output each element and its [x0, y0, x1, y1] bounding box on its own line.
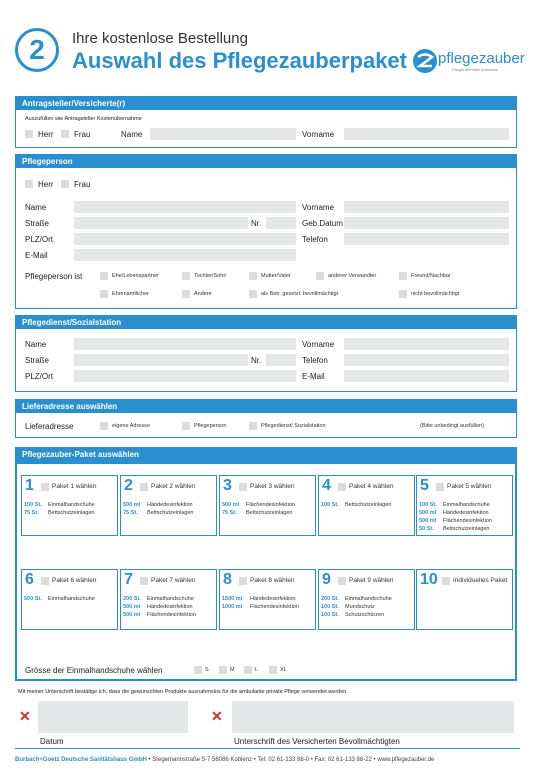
email-label: E-Mail — [302, 372, 325, 381]
verwandter-label: anderer Verwandter — [328, 273, 377, 279]
ehrenamt-label: Ehrenamtlicher — [112, 291, 149, 297]
package-item: 100 St. Schutzschürzen — [321, 612, 385, 618]
geb-label: Geb.Datum — [302, 219, 343, 228]
frau-label: Frau — [74, 180, 91, 189]
footer-divider — [15, 748, 520, 749]
nr-field[interactable] — [266, 354, 296, 366]
section-pflegedienst — [15, 315, 517, 392]
frau-checkbox[interactable] — [61, 180, 69, 188]
consent-text: Mit meiner Unterschrift bestätige ich, dass die gewünschten Produkte ausnahmslos für die ambulante private Pflege verwendet werden. — [18, 689, 348, 695]
size-xl-checkbox[interactable] — [269, 666, 277, 674]
package-number: 2 — [124, 477, 133, 494]
andere-checkbox[interactable] — [182, 290, 190, 298]
nicht-bevollmaechtigt-label: nicht bevollmächtigt — [411, 291, 460, 297]
section-title: Pflegeperson — [16, 155, 516, 168]
pflegeperson-label: Pflegeperson — [194, 423, 227, 429]
package-item: 75 St. Bettschutzeinlagen — [24, 510, 95, 516]
package-item: 75 St. Bettschutzeinlagen — [123, 510, 194, 516]
liefer-label: Lieferadresse — [25, 422, 74, 431]
package-item: 200 St. Einmalhandschuhe — [321, 596, 392, 602]
freund-checkbox[interactable] — [399, 272, 407, 280]
email-label: E-Mail — [25, 251, 48, 260]
nr-field[interactable] — [266, 217, 296, 229]
section-antragsteller — [15, 96, 517, 148]
package-label: Paket 9 wählen — [349, 577, 394, 584]
package-label: Paket 2 wählen — [151, 483, 196, 490]
header — [0, 0, 535, 90]
email-field[interactable] — [74, 249, 296, 261]
package-9[interactable] — [318, 569, 415, 630]
package-item: 500 ml Händedesinfektion — [123, 502, 193, 508]
pflegedienst-label: Pflegedienst/ Sozialstation — [261, 423, 326, 429]
package-item: 500 ml Flächendesinfektion — [123, 612, 196, 618]
freund-label: Freund/Nachbar — [411, 273, 451, 279]
vorname-label: Vorname — [302, 340, 335, 349]
package-number: 8 — [223, 571, 232, 588]
size-xl-label: XL — [280, 667, 287, 673]
name-field[interactable] — [74, 338, 296, 350]
signature-field[interactable] — [232, 701, 514, 733]
package-checkbox[interactable] — [140, 577, 148, 585]
package-checkbox[interactable] — [239, 577, 247, 585]
package-label: Paket 7 wählen — [151, 577, 196, 584]
section-paket — [15, 447, 517, 681]
geb-field[interactable] — [344, 217, 509, 229]
package-number: 10 — [420, 571, 438, 588]
package-label: Paket 4 wählen — [349, 483, 394, 490]
package-8[interactable] — [219, 569, 316, 630]
vorname-field[interactable] — [344, 201, 509, 213]
package-3[interactable] — [219, 475, 316, 536]
package-5[interactable] — [416, 475, 513, 536]
package-checkbox[interactable] — [140, 483, 148, 491]
package-1[interactable] — [21, 475, 118, 536]
section-title: Pflegedienst/Sozialstation — [16, 316, 516, 329]
herr-checkbox[interactable] — [25, 180, 33, 188]
package-2[interactable] — [120, 475, 217, 536]
package-10[interactable] — [416, 569, 513, 630]
bevollmaechtigt-checkbox[interactable] — [249, 290, 257, 298]
size-l-label: L — [255, 667, 259, 673]
eigene-adresse-checkbox[interactable] — [100, 422, 108, 430]
antrag-hint: Auszufüllen wie Antragsteller Kostenübernahme — [25, 116, 142, 122]
telefon-field[interactable] — [344, 233, 509, 245]
ehe-checkbox[interactable] — [100, 272, 108, 280]
vorname-label: Vorname — [302, 130, 335, 139]
package-number: 3 — [223, 477, 232, 494]
page-title: Auswahl des Pflegezauberpaket — [72, 48, 407, 73]
name-label: Name — [25, 203, 47, 212]
ist-label: Pflegeperson ist — [25, 272, 83, 281]
herr-label: Herr — [38, 180, 54, 189]
package-number: 9 — [322, 571, 331, 588]
signature-label: Unterschrift des Versicherten Bevollmächtigten — [234, 737, 400, 746]
eigene-adresse-label: eigene Adresse — [112, 423, 150, 429]
plz-field[interactable] — [74, 370, 296, 382]
package-item: 500 ml Flächendesinfektion — [222, 502, 295, 508]
logo-sub: Pflegehilfsmittel kostenlos — [452, 67, 499, 72]
package-item: 500 ml Händedesinfektion — [123, 604, 193, 610]
tochter-label: Tochter/Sohn — [194, 273, 227, 279]
section-title: Antragsteller/Versicherte(r) — [16, 97, 516, 110]
package-item: 1000 ml Flächendesinfektion — [222, 604, 299, 610]
nicht-bevollmaechtigt-checkbox[interactable] — [399, 290, 407, 298]
ehe-label: Ehe/Lebenspartner — [112, 273, 159, 279]
size-m-checkbox[interactable] — [219, 666, 227, 674]
package-6[interactable] — [21, 569, 118, 630]
footer — [15, 757, 434, 763]
verwandter-checkbox[interactable] — [316, 272, 324, 280]
package-checkbox[interactable] — [442, 577, 450, 585]
package-checkbox[interactable] — [41, 483, 49, 491]
datum-label: Datum — [40, 737, 64, 746]
plz-label: PLZ/Ort — [25, 235, 54, 244]
footer-address: • Stegemannstraße 5-7 56086 Koblenz • Tel: 02 61-133 88-0 • Fax: 02 61-133 88-22 • www.pflegezauber.de — [146, 757, 435, 763]
nr-label: Nr. — [251, 219, 262, 228]
name-label: Name — [25, 340, 47, 349]
ehrenamt-checkbox[interactable] — [100, 290, 108, 298]
sign-mark-icon: ✕ — [19, 708, 31, 724]
package-checkbox[interactable] — [338, 577, 346, 585]
section-title: Pflegezauber-Paket auswählen — [16, 448, 516, 461]
section-lieferadresse — [15, 399, 517, 438]
package-number: 7 — [124, 571, 133, 588]
section-pflegeperson — [15, 154, 517, 309]
package-label: Paket 3 wählen — [250, 483, 295, 490]
strasse-label: Straße — [25, 219, 50, 228]
package-item: 100 St. Mundschutz — [321, 604, 375, 610]
package-number: 5 — [420, 477, 429, 494]
package-item: 1500 ml Händedesinfektion — [222, 596, 296, 602]
package-item: 500 ml Flächendesinfektion — [419, 518, 492, 524]
telefon-label: Telefon — [302, 235, 328, 244]
herr-checkbox[interactable] — [25, 130, 33, 138]
email-field[interactable] — [344, 370, 509, 382]
size-s-checkbox[interactable] — [194, 666, 202, 674]
sign-mark-icon: ✕ — [211, 708, 223, 724]
logo-icon — [412, 48, 438, 74]
package-label: Paket 5 wählen — [447, 483, 492, 490]
nr-label: Nr. — [251, 356, 262, 365]
frau-label: Frau — [74, 130, 91, 139]
package-number: 1 — [25, 477, 34, 494]
package-item: 500 ml Händedesinfektion — [419, 510, 489, 516]
plz-label: PLZ/Ort — [25, 372, 54, 381]
andere-label: Andere — [194, 291, 212, 297]
package-item: 100 St. Einmalhandschuhe — [419, 502, 490, 508]
footer-company: Burbach+Goetz Deutsche Sanitätshaus GmbH — [15, 757, 147, 763]
strasse-label: Straße — [25, 356, 50, 365]
glove-size-label: Grösse der Einmalhandschuhe wählen — [25, 666, 163, 675]
plz-field[interactable] — [74, 233, 296, 245]
package-checkbox[interactable] — [41, 577, 49, 585]
herr-label: Herr — [38, 130, 54, 139]
step-number: 2 — [15, 28, 59, 72]
size-l-checkbox[interactable] — [244, 666, 252, 674]
header-subtitle: Ihre kostenlose Bestellung — [72, 30, 248, 47]
package-checkbox[interactable] — [338, 483, 346, 491]
name-field[interactable] — [74, 201, 296, 213]
mutter-checkbox[interactable] — [249, 272, 257, 280]
datum-field[interactable] — [38, 701, 188, 733]
package-checkbox[interactable] — [436, 483, 444, 491]
name-field[interactable] — [150, 128, 296, 140]
liefer-note: (Bitte unbedingt ausfüllen) — [420, 423, 484, 429]
strasse-field[interactable] — [74, 354, 248, 366]
pflegeperson-checkbox[interactable] — [182, 422, 190, 430]
vorname-field[interactable] — [344, 338, 509, 350]
size-m-label: M — [230, 667, 235, 673]
package-label: Paket 6 wählen — [52, 577, 97, 584]
package-item: 100 St. Einmalhandschuhe — [24, 502, 95, 508]
package-checkbox[interactable] — [239, 483, 247, 491]
pflegedienst-checkbox[interactable] — [249, 422, 257, 430]
size-s-label: S — [205, 667, 209, 673]
vorname-field[interactable] — [344, 128, 509, 140]
logo — [412, 48, 527, 74]
package-item: 75 St. Bettschutzeinlagen — [222, 510, 293, 516]
package-label: Individuelles Paket — [453, 577, 508, 584]
package-number: 4 — [322, 477, 331, 494]
package-item: 100 St. Bettschutzeinlagen — [321, 502, 392, 508]
bevollmaechtigt-label: als Betr. gesetzl. bevollmächtigt — [261, 291, 339, 297]
package-number: 6 — [25, 571, 34, 588]
logo-text: pflegezauber — [438, 50, 525, 67]
package-item: 50 St. Bettschutzeinlagen — [419, 526, 490, 532]
package-label: Paket 8 wählen — [250, 577, 295, 584]
package-7[interactable] — [120, 569, 217, 630]
name-label: Name — [121, 130, 143, 139]
vorname-label: Vorname — [302, 203, 335, 212]
package-4[interactable] — [318, 475, 415, 536]
package-item: 500 St. Einmalhandschuhe — [24, 596, 95, 602]
telefon-label: Telefon — [302, 356, 328, 365]
telefon-field[interactable] — [344, 354, 509, 366]
strasse-field[interactable] — [74, 217, 248, 229]
package-item: 200 St. Einmalhandschuhe — [123, 596, 194, 602]
mutter-label: Mutter/Vater — [261, 273, 291, 279]
frau-checkbox[interactable] — [61, 130, 69, 138]
tochter-checkbox[interactable] — [182, 272, 190, 280]
package-label: Paket 1 wählen — [52, 483, 97, 490]
section-title: Lieferadresse auswählen — [16, 400, 516, 413]
